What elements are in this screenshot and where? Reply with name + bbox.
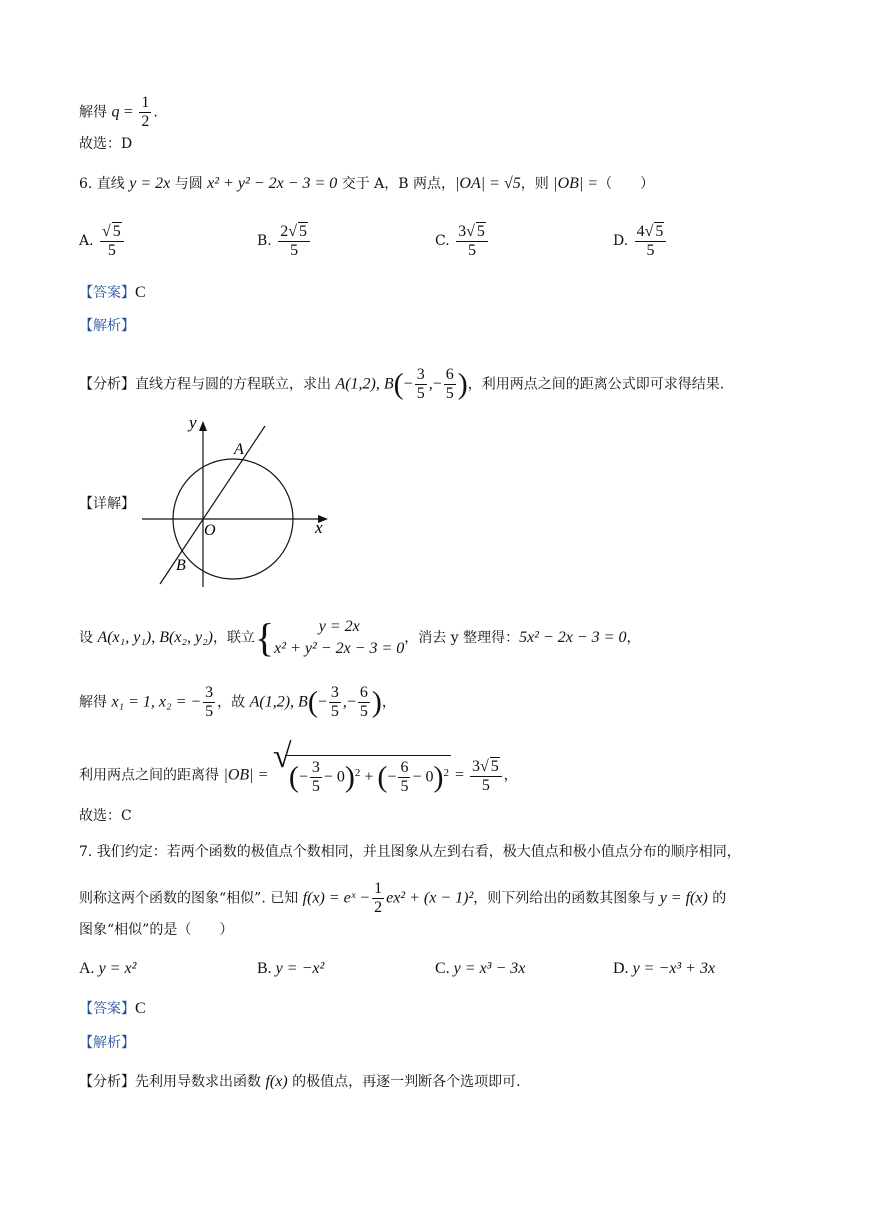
option-fraction xyxy=(278,222,310,260)
q6-stem-b: 与圆 xyxy=(170,176,208,192)
ob-length: |OB| = xyxy=(553,175,599,192)
equation-system xyxy=(274,616,404,660)
q6-answer-line xyxy=(79,283,146,303)
comma-sep: , xyxy=(428,375,433,393)
radicand: 5 xyxy=(490,757,499,775)
line-equation: y = 2x xyxy=(129,175,171,192)
q7-analysis-tag: 【解析】 xyxy=(79,1035,135,1051)
q6-option-b xyxy=(257,222,312,260)
analysis-text-a: 直线方程与圆的方程联立，求出 xyxy=(135,376,336,393)
answer-value: C xyxy=(135,284,146,301)
comma-sep: , xyxy=(342,693,347,711)
result-fraction xyxy=(470,757,502,795)
analysis-tag: 【分析】 xyxy=(79,1074,135,1090)
trailing-comma: ， xyxy=(503,767,518,784)
analysis-text-b: 的极值点，再逐一判断各个选项即可. xyxy=(287,1074,521,1090)
q7-text-a: 则称这两个函数的图象“相似”. 已知 xyxy=(79,890,303,907)
quadratic-equation: 5x² − 2x − 3 = 0 xyxy=(519,629,627,646)
y-equals-fx: y = f(x) xyxy=(659,889,708,907)
setup-text-a: 设 xyxy=(79,630,98,646)
trailing-comma: ， xyxy=(381,694,396,711)
y-label: y xyxy=(189,413,197,432)
point-b-label: B xyxy=(176,557,186,574)
option-letter: D. xyxy=(613,960,629,977)
paren-close: ) xyxy=(344,760,355,794)
answer-blank: （ ） xyxy=(598,176,655,192)
paren-close: ) xyxy=(457,367,468,401)
analysis-text-a: 先利用导数求出函数 xyxy=(135,1074,266,1090)
q6-analysis-tag: 【解析】 xyxy=(79,318,135,334)
distance-line: 利用两点之间的距离得 |OB| = √ (− $\frac{3}{5}$ − 0)$^2$ + (− $\frac{6}{5}$ − 0)$^2$ = $\frac{3√ 5}{5}$ ， xyxy=(79,738,518,795)
function-fx: f(x) xyxy=(265,1073,288,1090)
frac-num: 3 xyxy=(205,684,214,701)
square-exp: 2 xyxy=(354,766,361,779)
option-expr: y = x³ − 3x xyxy=(453,960,526,977)
radicand: 5 xyxy=(112,223,121,240)
frac-6-5 xyxy=(398,759,410,796)
choice-line-6: 故选：C xyxy=(79,808,132,824)
setup-line xyxy=(79,616,640,660)
frac-num: 3√ 5 xyxy=(456,222,488,242)
radicand-expr: (− $\frac{3}{5}$ − 0)$^2$ + (− $\frac{6}{5}$ − 0)$^2$ xyxy=(285,755,451,796)
distance-text: 利用两点之间的距离得 xyxy=(79,767,224,784)
frac-3-5 xyxy=(203,684,215,721)
question-7-line-1: 7. 我们约定：若两个函数的极值点个数相同，并且图象从左到右看，极大值点和极小值点分布的顺序相同， xyxy=(79,844,741,860)
question-6-stem xyxy=(79,174,654,194)
function-fx: f(x) = eˣ − xyxy=(302,889,371,907)
option-expr: y = −x² xyxy=(275,960,325,977)
frac-num: 2√ 5 xyxy=(278,222,310,242)
detail-tag: 【详解】 xyxy=(79,496,135,512)
frac-num: 3 xyxy=(330,684,339,701)
q6-stem-d: ，则 xyxy=(520,176,554,192)
question-7-line-2 xyxy=(79,880,726,917)
frac-6-5 xyxy=(444,366,456,403)
option-fraction xyxy=(100,222,124,260)
frac-half xyxy=(372,880,384,917)
frac-den: 5 xyxy=(205,703,214,720)
coef: 2 xyxy=(280,223,289,240)
x-axis xyxy=(142,515,328,523)
choice-line-5: 故选：D xyxy=(79,136,133,152)
option-fraction xyxy=(456,222,488,260)
answer-tag: 【答案】 xyxy=(79,1001,135,1017)
oa-length: |OA| = √5 xyxy=(455,175,521,192)
frac-3-5 xyxy=(329,684,341,721)
minus: − xyxy=(403,375,413,393)
setup-points: A(x₁, y₁), B(x₂, y₂) xyxy=(97,629,213,646)
paren-open: ( xyxy=(377,760,388,794)
trailing-comma: ， xyxy=(626,630,641,646)
answer-tag: 【答案】 xyxy=(79,285,135,301)
option-letter: C. xyxy=(435,960,450,977)
frac-den: 5 xyxy=(481,776,490,794)
frac-den: 2 xyxy=(374,899,383,916)
solve-prefix: 解得 xyxy=(79,104,107,121)
minus: − xyxy=(387,768,397,786)
fraction-half xyxy=(139,94,151,131)
distance-radical xyxy=(272,738,451,796)
option-letter: D. xyxy=(613,233,629,249)
q7-option-a xyxy=(79,960,136,978)
frac-num: 6 xyxy=(359,684,368,701)
origin-label: O xyxy=(204,522,216,539)
system-eq-1: y = 2x xyxy=(318,618,360,635)
frac-num: √ 5 xyxy=(100,222,124,242)
q7-analysis-line xyxy=(79,1072,521,1092)
minus: − xyxy=(432,375,442,393)
frac-num: 3 xyxy=(416,366,425,383)
brace: { xyxy=(254,615,275,660)
analysis-text-b: ，利用两点之间的距离公式即可求得结果. xyxy=(467,376,725,393)
minus: − xyxy=(317,693,327,711)
minus: − xyxy=(346,693,356,711)
coef: 3 xyxy=(472,757,481,775)
q7-option-c xyxy=(435,960,525,978)
frac-den: 5 xyxy=(311,778,320,795)
solution-text-b: ，故 xyxy=(217,694,250,711)
frac-num: 4√ 5 xyxy=(635,222,667,242)
solution-roots: x₁ = 1, x₂ = − xyxy=(111,693,202,711)
frac-num: 6 xyxy=(400,759,409,776)
frac-num: 1 xyxy=(374,880,383,897)
solution-points: A(1,2), B xyxy=(249,693,308,711)
radical-sign: √ xyxy=(272,738,292,775)
radicand: 5 xyxy=(655,223,664,240)
coef: 4 xyxy=(636,223,645,240)
option-letter: A. xyxy=(79,233,94,249)
frac-num: 3√ 5 xyxy=(470,757,502,777)
frac-den: 5 xyxy=(330,703,339,720)
option-letter: A. xyxy=(79,960,95,977)
system-eq-2: x² + y² − 2x − 3 = 0 xyxy=(274,640,405,657)
equals-sign: = xyxy=(123,103,133,121)
q7-answer-line xyxy=(79,999,146,1019)
frac-den: 5 xyxy=(290,242,299,259)
answer-value: C xyxy=(135,1000,146,1017)
q6-option-a xyxy=(79,222,126,260)
var-q: q xyxy=(111,103,120,121)
solution-text-a: 解得 xyxy=(79,694,112,711)
circle-line-figure xyxy=(138,412,338,592)
solve-q-line xyxy=(79,94,158,131)
q7-option-d xyxy=(613,960,715,978)
frac-num: 1 xyxy=(141,94,150,111)
q6-option-c xyxy=(435,222,490,260)
option-fraction xyxy=(635,222,667,260)
option-letter: B. xyxy=(257,960,272,977)
option-letter: B. xyxy=(257,233,272,249)
option-expr: y = −x³ + 3x xyxy=(632,960,716,977)
option-letter: C. xyxy=(435,233,450,249)
q6-stem-c: 交于 A，B 两点， xyxy=(337,176,456,192)
frac-den: 5 xyxy=(468,242,477,259)
frac-num: 6 xyxy=(445,366,454,383)
coef: 3 xyxy=(458,223,467,240)
frac-den: 5 xyxy=(646,242,655,259)
frac-den: 5 xyxy=(400,778,409,795)
frac-den: 5 xyxy=(107,242,116,259)
frac-den: 5 xyxy=(416,385,425,402)
frac-3-5 xyxy=(415,366,427,403)
circle-equation: x² + y² − 2x − 3 = 0 xyxy=(207,175,338,192)
paren-close: ) xyxy=(433,760,444,794)
frac-3-5 xyxy=(310,759,322,796)
minus: − xyxy=(298,768,308,786)
option-expr: y = x² xyxy=(98,960,137,977)
function-fx-rest: ex² + (x − 1)² xyxy=(386,889,474,907)
minus-zero: − 0 xyxy=(412,768,434,786)
paren-open: ( xyxy=(288,760,299,794)
period: . xyxy=(153,104,158,121)
square-exp: 2 xyxy=(443,766,449,779)
setup-text-c: ，消去 y 整理得： xyxy=(404,630,520,646)
radicand: 5 xyxy=(298,223,307,240)
points-ab: A(1,2), B xyxy=(335,375,394,393)
analysis-tag: 【分析】 xyxy=(79,376,135,393)
setup-text-b: ，联立 xyxy=(212,630,255,646)
distance-ob: |OB| = xyxy=(223,766,269,784)
q6-stem-a: 6. 直线 xyxy=(79,176,130,192)
frac-den: 2 xyxy=(141,113,150,130)
minus-zero: − 0 xyxy=(323,768,345,786)
frac-den: 5 xyxy=(445,385,454,402)
y-axis xyxy=(199,421,207,587)
paren-close: ) xyxy=(371,685,382,719)
paren-open: ( xyxy=(393,367,404,401)
solution-line xyxy=(79,684,396,721)
q7-option-b xyxy=(257,960,324,978)
frac-den: 5 xyxy=(359,703,368,720)
q6-option-d xyxy=(613,222,668,260)
q7-text-c: 的 xyxy=(707,890,727,907)
frac-num: 3 xyxy=(311,759,320,776)
radicand: 5 xyxy=(476,223,485,240)
x-label: x xyxy=(315,518,323,537)
question-7-line-3: 图象“相似”的是（ ） xyxy=(79,922,234,938)
frac-6-5 xyxy=(358,684,370,721)
q6-analysis-line xyxy=(79,366,724,403)
point-a-label: A xyxy=(234,441,244,458)
q7-text-b: ，则下列给出的函数其图象与 xyxy=(473,890,660,907)
paren-open: ( xyxy=(307,685,318,719)
